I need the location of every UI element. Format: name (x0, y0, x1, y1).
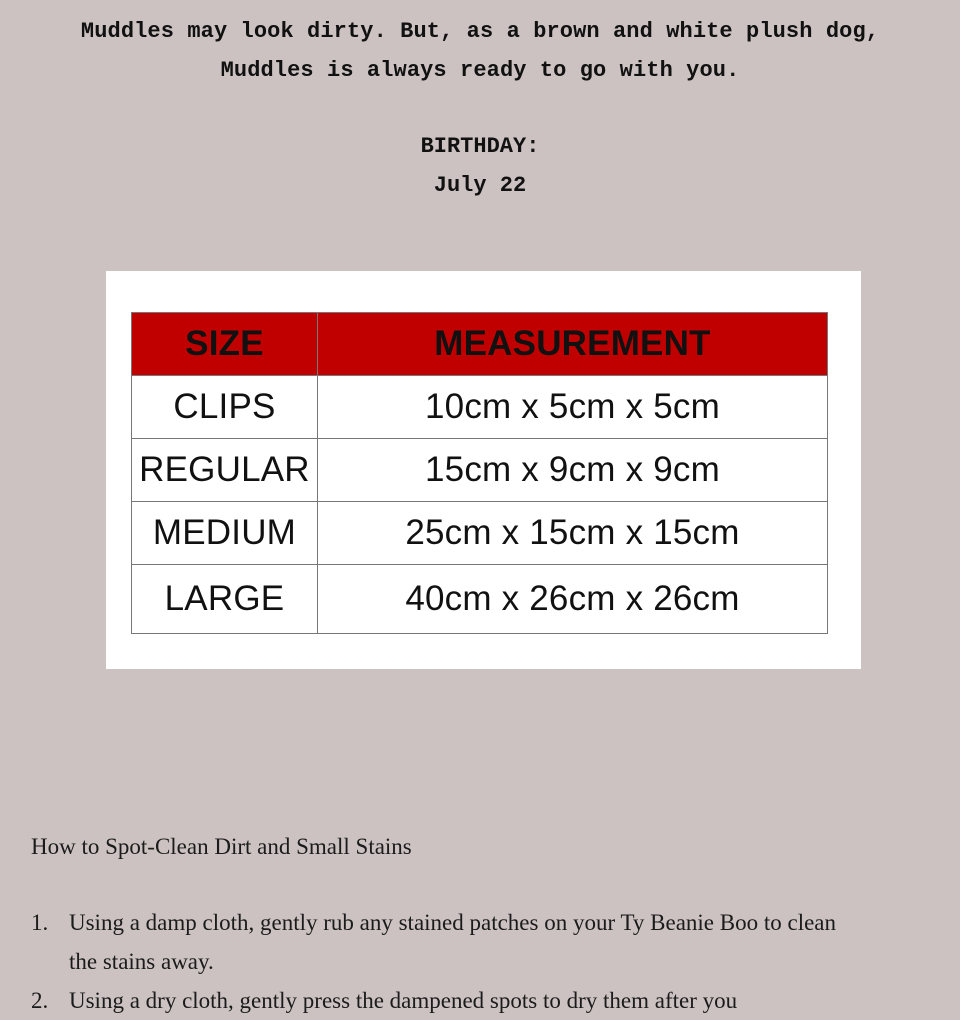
measurement-cell: 25cm x 15cm x 15cm (317, 502, 827, 565)
birthday-section (0, 127, 960, 205)
size-cell: REGULAR (132, 439, 318, 502)
table-row (132, 439, 828, 502)
step-text: Using a dry cloth, gently press the dampened spots to dry them after you (69, 988, 738, 1013)
measurement-cell: 40cm x 26cm x 26cm (317, 565, 827, 634)
table-row (132, 502, 828, 565)
table-row (132, 376, 828, 439)
list-item (31, 903, 839, 981)
measurement-column-header: MEASUREMENT (317, 313, 827, 376)
measurement-cell: 10cm x 5cm x 5cm (317, 376, 827, 439)
size-column-header: SIZE (132, 313, 318, 376)
size-cell: CLIPS (132, 376, 318, 439)
description-line-2: Muddles is always ready to go with you. (220, 58, 740, 83)
spot-clean-instructions (31, 827, 911, 1020)
description-line-1: Muddles may look dirty. But, as a brown and white plush dog, (80, 19, 880, 44)
size-chart-image (106, 271, 861, 669)
birthday-label: BIRTHDAY: (420, 134, 540, 159)
instructions-list (31, 903, 911, 1020)
step-number: 1. (31, 910, 49, 935)
step-number: 2. (31, 988, 49, 1013)
size-chart-table (131, 312, 828, 634)
table-row (132, 565, 828, 634)
size-cell: MEDIUM (132, 502, 318, 565)
product-description (0, 12, 960, 90)
size-chart-header-row (132, 313, 828, 376)
step-text: Using a damp cloth, gently rub any stained patches on your Ty Beanie Boo to clean the stains away. (69, 910, 837, 974)
measurement-cell: 15cm x 9cm x 9cm (317, 439, 827, 502)
birthday-value: July 22 (433, 173, 527, 198)
instructions-title: How to Spot-Clean Dirt and Small Stains (31, 834, 412, 859)
list-item (31, 981, 839, 1020)
size-cell: LARGE (132, 565, 318, 634)
